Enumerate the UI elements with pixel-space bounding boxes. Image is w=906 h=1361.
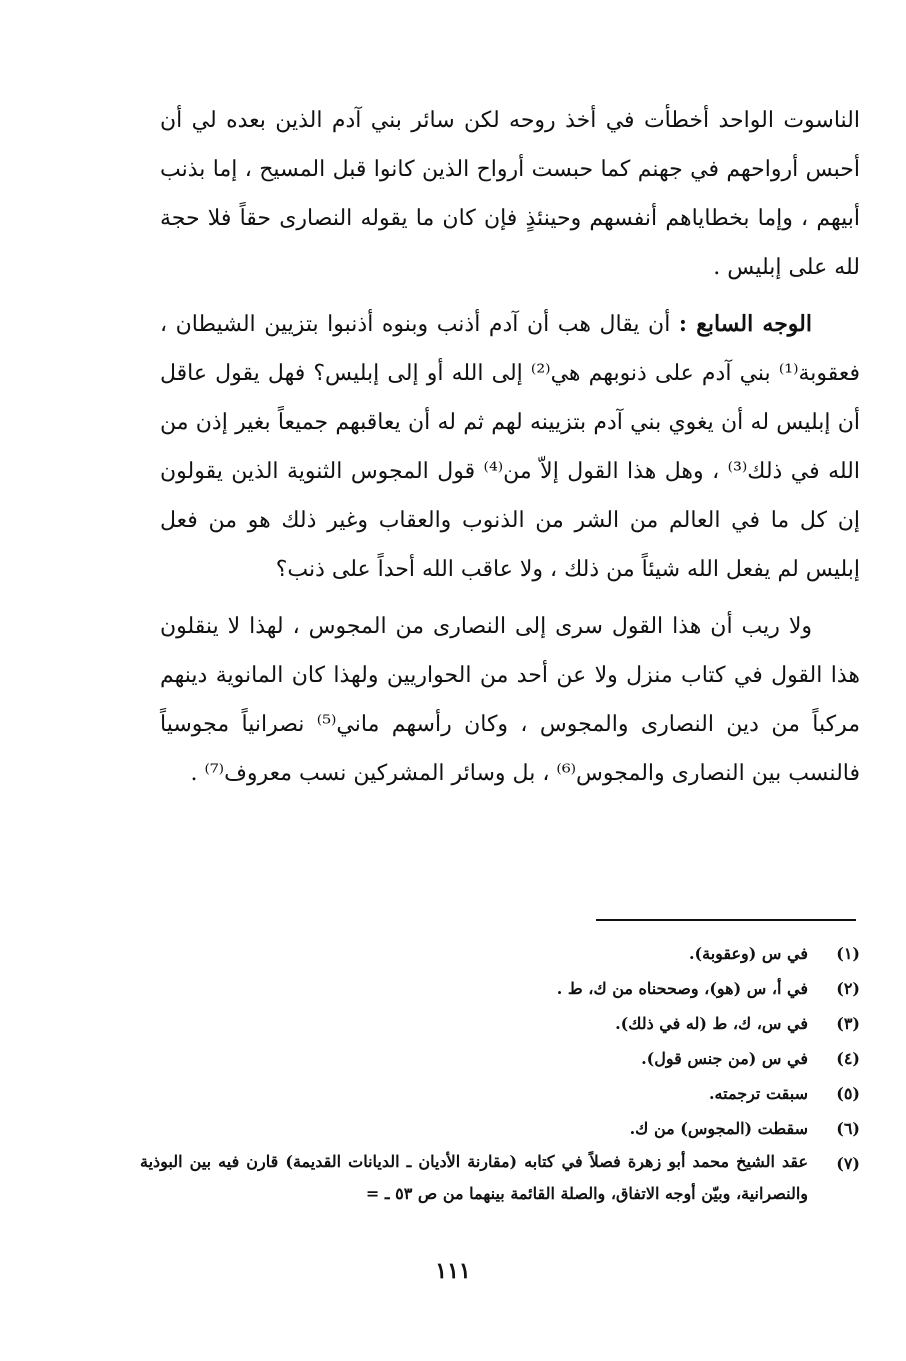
footnote	[140, 1146, 860, 1210]
footnote-number: (٧)	[836, 1154, 860, 1173]
paragraph-continuation: الناسوت الواحد أخطأت في أخذ روحه لكن سائر بني آدم الذين بعده لي أن أحبس أرواحهم في جهنم كما حبست أرواح الذين كانوا قبل المسيح ، إما بذنب أبيهم ، وإما بخطاياهم أنفسهم وحينئذٍ فإن كان ما يقوله النصارى حقاً فلا حجة لله على إبليس .	[160, 108, 860, 280]
footnotes	[140, 936, 860, 1210]
footnote-text: سبقت ترجمته.	[708, 1084, 808, 1103]
footnote-number: (٤)	[836, 1049, 860, 1068]
paragraph-majus	[160, 602, 860, 798]
footnote-text: في س، ك، ط (له في ذلك).	[615, 1014, 808, 1033]
footnote-text: في س (من جنس قول).	[641, 1049, 808, 1068]
footnote-number: (٣)	[836, 1014, 860, 1033]
paragraph-seventh-aspect	[160, 300, 860, 594]
footnote-number: (١)	[836, 944, 860, 963]
paragraph-body: أن يقال هب أن آدم أذنب وبنوه أذنبوا بتزيين الشيطان ، فعقوبة⁽¹⁾ بني آدم على ذنوبهم هي⁽²⁾ إلى الله أو إلى إبليس؟ فهل يقول عاقل أن إبليس له أن يغوي بني آدم بتزيينه لهم ثم له أن يعاقبهم جميعاً بغير إذن من الله في ذلك⁽³⁾ ، وهل هذا القول إلاّ من⁽⁴⁾ قول المجوس الثنوية الذين يقولون إن كل ما في العالم من الشر من الذنوب والعقاب وغير ذلك هو من فعل إبليس لم يفعل الله شيئاً من ذلك ، ولا عاقب الله أحداً على ذنب؟	[160, 312, 861, 582]
footnote-text: سقطت (المجوس) من ك.	[629, 1119, 808, 1138]
footnote-number: (٦)	[836, 1119, 860, 1138]
footnote	[140, 1041, 860, 1076]
footnote-text: في أ، س (هو)، وصححناه من ك، ط .	[556, 979, 808, 998]
footnote	[140, 971, 860, 1006]
footnote	[140, 1111, 860, 1146]
main-text	[160, 96, 860, 798]
paragraph-body: ولا ريب أن هذا القول سرى إلى النصارى من المجوس ، لهذا لا ينقلون هذا القول في كتاب منزل ولا عن أحد من الحواريين ولهذا كان المانوية دينهم مركباً من دين النصارى والمجوس ، وكان رأسهم ماني⁽⁵⁾ نصرانياً مجوسياً فالنسب بين النصارى والمجوس⁽⁶⁾ ، بل وسائر المشركين نسب معروف⁽⁷⁾ .	[160, 614, 860, 786]
footnote-number: (٢)	[836, 979, 860, 998]
footnote	[140, 1006, 860, 1041]
page-number: ١١١	[435, 1258, 471, 1284]
section-lead: الوجه السابع :	[678, 311, 812, 337]
footnote-number: (٥)	[836, 1084, 860, 1103]
footnote-text: في س (وعقوبة).	[688, 944, 808, 963]
footnote-divider	[596, 919, 856, 921]
footnote	[140, 1076, 860, 1111]
footnote	[140, 936, 860, 971]
footnote-text: عقد الشيخ محمد أبو زهرة فصلاً في كتابه (مقارنة الأديان ـ الديانات القديمة) قارن فيه بين البوذية والنصرانية، وبيّن أوجه الاتفاق، والصلة القائمة بينهما من ص ٥٣ ـ =	[140, 1152, 808, 1203]
